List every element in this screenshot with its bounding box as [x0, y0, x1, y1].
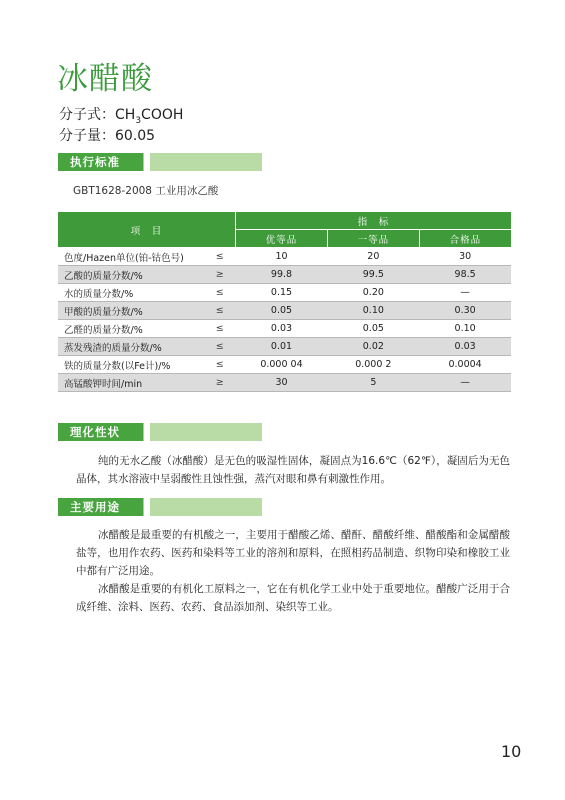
table-row	[58, 338, 511, 356]
table-row	[58, 302, 511, 320]
standard-text: GBT1628-2008 工业用冰乙酸	[73, 185, 219, 197]
row-comparator: ≤	[216, 320, 236, 338]
section-header-properties	[58, 423, 262, 441]
table-header-grade: 合格品	[419, 230, 511, 248]
row-item-label: 乙酸的质量分数/%	[58, 266, 216, 284]
row-value-premium: 0.15	[236, 284, 328, 302]
weight-value: 60.05	[115, 128, 156, 144]
spec-table	[58, 212, 511, 392]
properties-paragraph	[76, 452, 510, 488]
row-comparator: ≥	[216, 266, 236, 284]
table-header-index: 指 标	[236, 212, 511, 230]
row-item-label: 铁的质量分数(以Fe计)/%	[58, 356, 216, 374]
row-item-label: 高锰酸钾时间/min	[58, 374, 216, 392]
section-header-label: 执行标准	[70, 155, 120, 169]
row-value-qualified: —	[419, 284, 511, 302]
formula-value-post: COOH	[141, 107, 184, 123]
row-value-qualified: 30	[419, 248, 511, 266]
row-value-first-grade: 99.5	[327, 266, 419, 284]
table-row	[58, 248, 511, 266]
page-title: 冰醋酸	[57, 61, 153, 97]
row-value-premium: 0.000 04	[236, 356, 328, 374]
section-header-uses	[58, 498, 262, 516]
row-value-qualified: 98.5	[419, 266, 511, 284]
row-item-label: 水的质量分数/%	[58, 284, 216, 302]
table-header-grade: 优等品	[236, 230, 328, 248]
row-value-premium: 0.01	[236, 338, 328, 356]
section-header-label: 主要用途	[70, 500, 120, 514]
row-value-qualified: —	[419, 374, 511, 392]
row-value-first-grade: 0.05	[327, 320, 419, 338]
table-header-grade: 一等品	[327, 230, 419, 248]
row-value-qualified: 0.03	[419, 338, 511, 356]
table-header-item: 项 目	[58, 212, 236, 248]
table-row	[58, 266, 511, 284]
uses-text: 冰醋酸是最重要的有机酸之一，主要用于醋酸乙烯、醋酐、醋酸纤维、醋酸酯和金属醋酸盐等，也用作农药、医药和染料等工业的溶剂和原料，在照相药品制造、织物印染和橡胶工业中都有广泛用途。	[76, 529, 510, 577]
row-comparator: ≤	[216, 302, 236, 320]
section-header-label: 理化性状	[70, 425, 120, 439]
row-value-qualified: 0.0004	[419, 356, 511, 374]
row-value-first-grade: 0.20	[327, 284, 419, 302]
row-value-premium: 0.05	[236, 302, 328, 320]
table-row	[58, 356, 511, 374]
row-item-label: 甲酸的质量分数/%	[58, 302, 216, 320]
row-comparator: ≤	[216, 338, 236, 356]
row-value-premium: 0.03	[236, 320, 328, 338]
row-value-premium: 99.8	[236, 266, 328, 284]
row-value-premium: 30	[236, 374, 328, 392]
row-value-first-grade: 0.10	[327, 302, 419, 320]
row-item-label: 乙醛的质量分数/%	[58, 320, 216, 338]
weight-label: 分子量：	[59, 128, 115, 144]
row-value-first-grade: 5	[327, 374, 419, 392]
table-row	[58, 374, 511, 392]
row-value-premium: 10	[236, 248, 328, 266]
molecular-formula	[59, 104, 183, 126]
row-comparator: ≤	[216, 248, 236, 266]
row-value-first-grade: 0.02	[327, 338, 419, 356]
row-item-label: 蒸发残渣的质量分数/%	[58, 338, 216, 356]
formula-subscript: 3	[135, 115, 142, 126]
uses-paragraph	[76, 526, 510, 616]
formula-value-pre: CH	[115, 107, 136, 123]
row-value-first-grade: 0.000 2	[327, 356, 419, 374]
table-row	[58, 284, 511, 302]
row-item-label: 色度/Hazen单位(铂-钴色号)	[58, 248, 216, 266]
formula-label: 分子式：	[59, 107, 115, 123]
row-comparator: ≥	[216, 374, 236, 392]
molecular-weight	[59, 125, 155, 145]
row-value-first-grade: 20	[327, 248, 419, 266]
row-comparator: ≤	[216, 356, 236, 374]
page-number: 10	[501, 742, 522, 761]
properties-text: 纯的无水乙酸（冰醋酸）是无色的吸湿性固体，凝固点为16.6℃（62℉），凝固后为无色晶体，其水溶液中呈弱酸性且蚀性强，蒸汽对眼和鼻有刺激性作用。	[76, 455, 510, 485]
table-row	[58, 320, 511, 338]
section-header-standard	[58, 153, 262, 171]
row-value-qualified: 0.10	[419, 320, 511, 338]
uses-text: 冰醋酸是重要的有机化工原料之一，它在有机化学工业中处于重要地位。醋酸广泛用于合成纤维、涂料、医药、农药、食品添加剂、染织等工业。	[76, 583, 510, 613]
row-value-qualified: 0.30	[419, 302, 511, 320]
row-comparator: ≤	[216, 284, 236, 302]
